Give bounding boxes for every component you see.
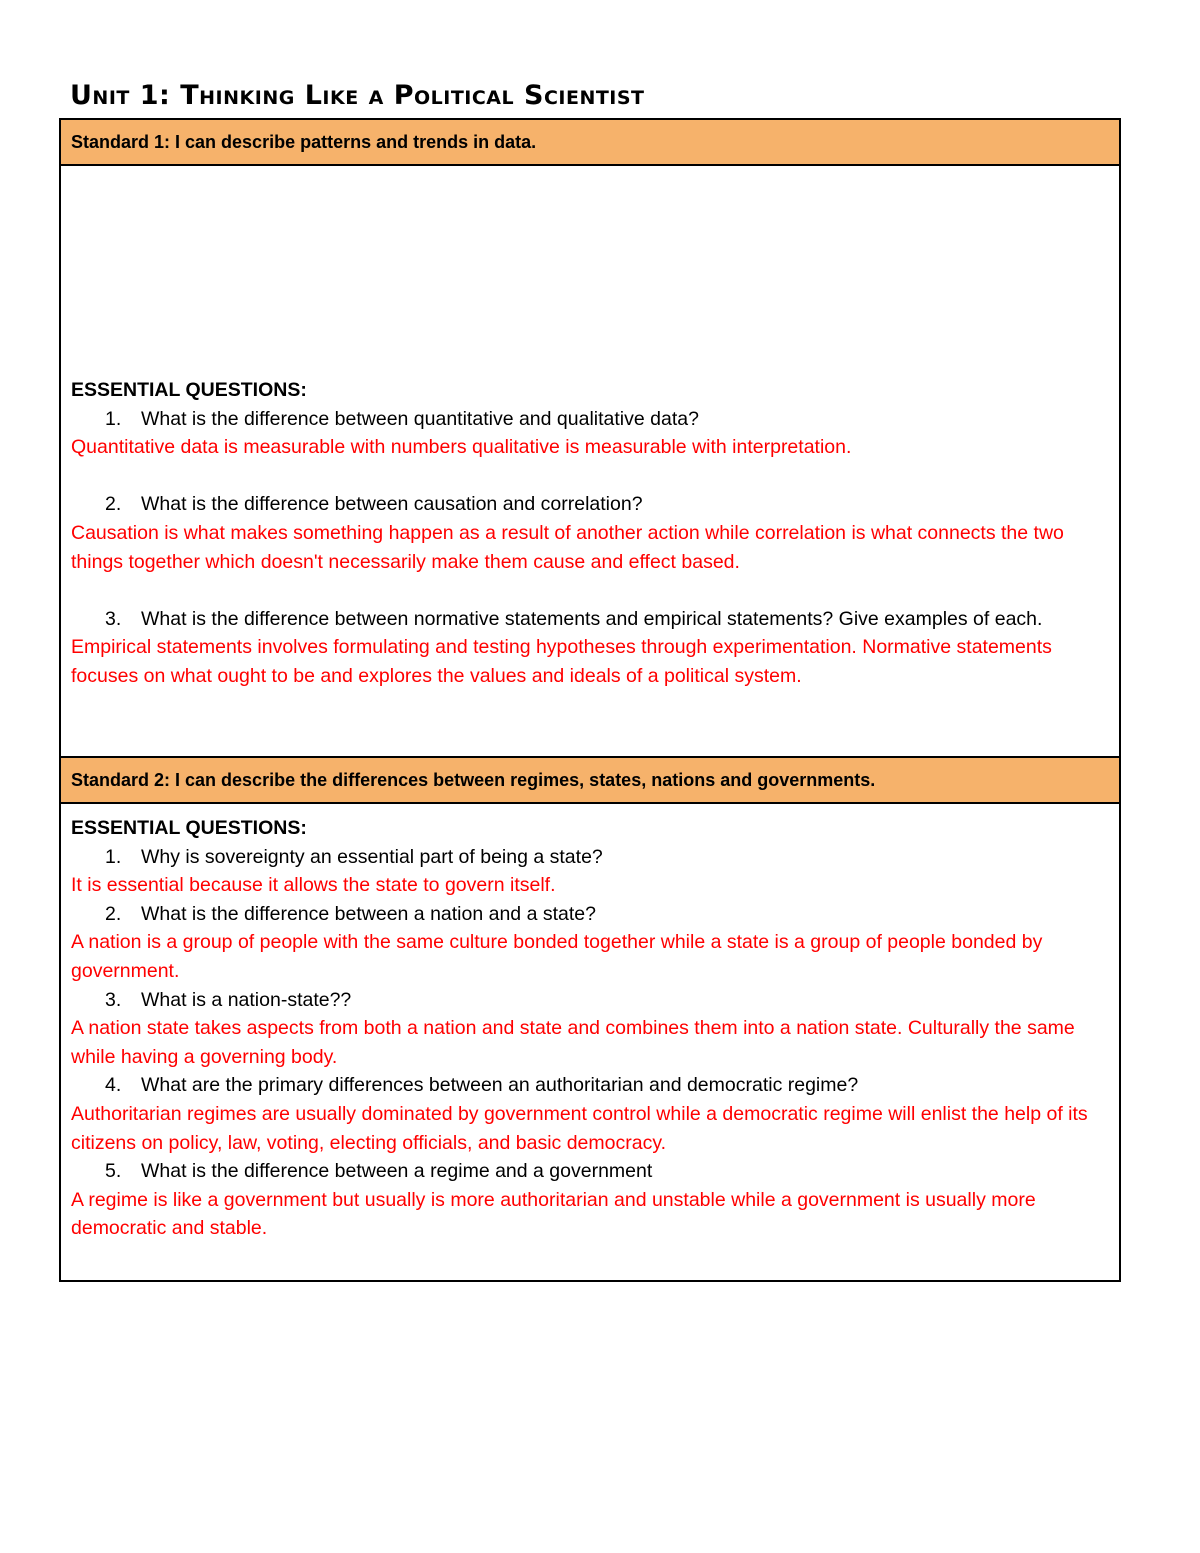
standard-1-heading: Standard 1: I can describe patterns and trends in data. [60,119,1120,165]
answer-text: A nation is a group of people with the same culture bonded together while a state is a group of people bonded by government. [71,931,1043,982]
essential-questions-label: ESSENTIAL QUESTIONS: [71,379,307,401]
question-number: 4. [105,1074,122,1097]
standard-2-body [60,803,1120,1281]
question [71,986,1095,1015]
question [71,843,1095,872]
question [71,900,1095,929]
standard-2-header-row [60,757,1120,803]
question-text: Why is sovereignty an essential part of being a state? [141,845,603,868]
answer-text: Authoritarian regimes are usually dominated by government control while a democratic regime will enlist the help of its citizens on policy, law, voting, electing officials, and basic democracy. [71,1102,1088,1154]
question-text: What is the difference between quantitative and qualitative data? [141,407,699,430]
question-text: What is the difference between a nation and a state? [141,902,596,925]
question [71,1157,1095,1186]
standard-1-body-row [60,165,1120,757]
answer-text: A nation state takes aspects from both a nation and state and combines them into a nation state. Culturally the same while having a governing body. [71,1017,1075,1068]
question-number: 2. [105,902,122,925]
answer-text: Causation is what makes something happen as a result of another action while correlation is what connects the two things together which doesn't necessarily make them cause and effect based. [71,521,1064,573]
question-number: 3. [105,988,122,1011]
question [71,490,1095,519]
blank-space [71,166,1095,376]
spacer [71,462,1095,491]
spacer [71,804,1095,814]
question-number: 5. [105,1160,122,1183]
spacer [71,576,1095,605]
answer-text: It is essential because it allows the state to govern itself. [71,874,556,897]
question [71,605,1095,634]
question-text: What are the primary differences between an authoritarian and democratic regime? [141,1074,859,1097]
question [71,405,1095,434]
question-number: 3. [105,607,122,630]
standard-2-heading: Standard 2: I can describe the differences between regimes, states, nations and governments. [60,757,1120,803]
question-text: What is the difference between normative statements and empirical statements? Give examples of each. [141,607,1043,630]
standards-table [59,118,1121,1282]
question-number: 2. [105,493,122,516]
essential-questions-label: ESSENTIAL QUESTIONS: [71,817,307,839]
question-text: What is the difference between causation and correlation? [141,493,643,516]
page-title: Unit 1: Thinking Like a Political Scientist [70,80,645,111]
standard-2-body-row [60,803,1120,1281]
answer-text: Empirical statements involves formulating and testing hypotheses through experimentation. Normative statements focuses on what ought to be and explores the values and ideals of a political system. [71,636,1052,687]
standard-1-body [60,165,1120,757]
answer-text: A regime is like a government but usually is more authoritarian and unstable while a government is usually more democratic and stable. [71,1188,1036,1240]
question-number: 1. [105,407,122,430]
standard-1-header-row [60,119,1120,165]
answer-text: Quantitative data is measurable with numbers qualitative is measurable with interpretation. [71,436,852,459]
question-number: 1. [105,845,122,868]
question-text: What is a nation-state?? [141,988,352,1011]
question-text: What is the difference between a regime and a government [141,1160,653,1183]
question [71,1071,1095,1100]
